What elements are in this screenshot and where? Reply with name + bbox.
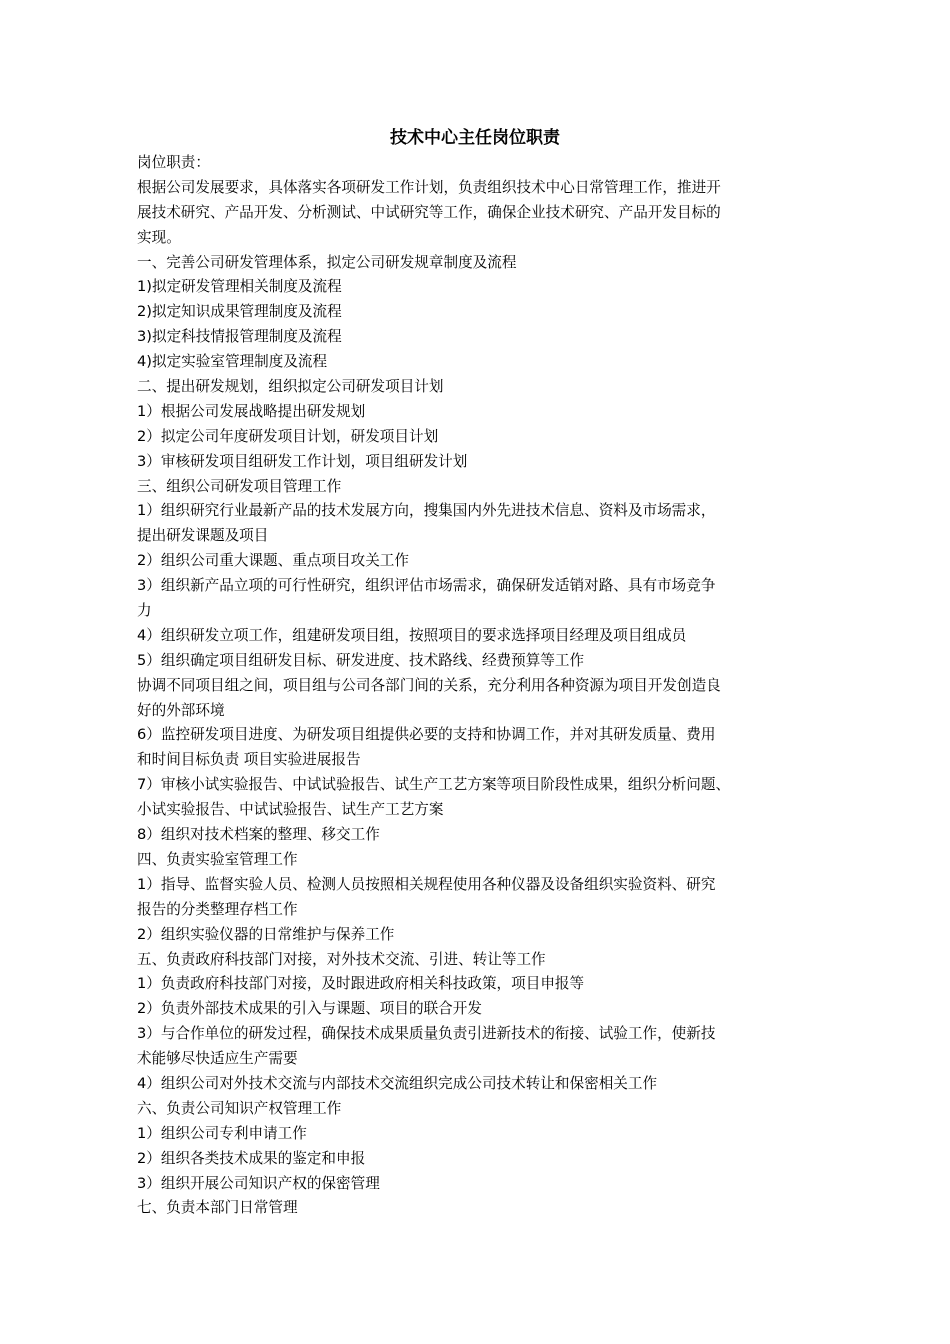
body-line: 和时间目标负责 项目实验进展报告: [137, 751, 361, 769]
body-line: 8）组织对技术档案的整理、移交工作: [137, 826, 380, 844]
body-line: 2）负责外部技术成果的引入与课题、项目的联合开发: [137, 1000, 482, 1018]
body-line: 1）组织研究行业最新产品的技术发展方向，搜集国内外先进技术信息、资料及市场需求，: [137, 502, 716, 520]
body-line: 2）组织实验仪器的日常维护与保养工作: [137, 925, 395, 943]
body-line: 4)拟定实验室管理制度及流程: [137, 353, 328, 371]
body-line: 二、提出研发规划，组织拟定公司研发项目计划: [137, 378, 444, 396]
body-line: 协调不同项目组之间，项目组与公司各部门间的关系，充分利用各种资源为项目开发创造良: [137, 676, 721, 694]
body-line: 3）与合作单位的研发过程，确保技术成果质量负责引进新技术的衔接、试验工作，使新技: [137, 1025, 716, 1043]
body-line: 3）审核研发项目组研发工作计划，项目组研发计划: [137, 452, 468, 470]
body-line: 1）组织公司专利申请工作: [137, 1124, 307, 1142]
document-body: [137, 151, 817, 1221]
body-line: 1)拟定研发管理相关制度及流程: [137, 278, 342, 296]
body-line: 展技术研究、产品开发、分析测试、中试研究等工作，确保企业技术研究、产品开发目标的: [137, 203, 721, 221]
body-line: 报告的分类整理存档工作: [137, 900, 298, 918]
body-line: 2）组织公司重大课题、重点项目攻关工作: [137, 552, 409, 570]
body-line: 4）组织研发立项工作，组建研发项目组，按照项目的要求选择项目经理及项目组成员: [137, 626, 687, 644]
body-line: 2）组织各类技术成果的鉴定和申报: [137, 1149, 366, 1167]
body-line: 好的外部环境: [137, 701, 225, 719]
body-line: 三、组织公司研发项目管理工作: [137, 477, 342, 495]
body-line: 3）组织新产品立项的可行性研究，组织评估市场需求，确保研发适销对路、具有市场竞争: [137, 577, 716, 595]
document-title: 技术中心主任岗位职责: [390, 128, 560, 148]
body-line: 2)拟定知识成果管理制度及流程: [137, 303, 342, 321]
body-line: 3)拟定科技情报管理制度及流程: [137, 328, 342, 346]
body-line: 1）根据公司发展战略提出研发规划: [137, 402, 366, 420]
body-line: 四、负责实验室管理工作: [137, 850, 298, 868]
body-line: 1）指导、监督实验人员、检测人员按照相关规程使用各种仪器及设备组织实验资料、研究: [137, 875, 716, 893]
body-line: 根据公司发展要求，具体落实各项研发工作计划，负责组织技术中心日常管理工作，推进开: [137, 178, 721, 196]
body-line: 小试实验报告、中试试验报告、试生产工艺方案: [137, 801, 444, 819]
body-line: 1）负责政府科技部门对接，及时跟进政府相关科技政策，项目申报等: [137, 975, 585, 993]
body-line: 实现。: [137, 228, 181, 246]
body-line: 2）拟定公司年度研发项目计划，研发项目计划: [137, 427, 439, 445]
body-line: 7）审核小试实验报告、中试试验报告、试生产工艺方案等项目阶段性成果，组织分析问题、: [137, 776, 731, 794]
body-line: 力: [137, 602, 152, 620]
body-line: 提出研发课题及项目: [137, 527, 269, 545]
body-line: 六、负责公司知识产权管理工作: [137, 1099, 342, 1117]
body-line: 七、负责本部门日常管理: [137, 1199, 298, 1217]
body-line: 4）组织公司对外技术交流与内部技术交流组织完成公司技术转让和保密相关工作: [137, 1074, 658, 1092]
body-line: 岗位职责：: [137, 154, 210, 171]
body-line: 6）监控研发项目进度、为研发项目组提供必要的支持和协调工作，并对其研发质量、费用: [137, 726, 716, 744]
body-line: 3）组织开展公司知识产权的保密管理: [137, 1174, 380, 1192]
body-line: 5）组织确定项目组研发目标、研发进度、技术路线、经费预算等工作: [137, 651, 585, 669]
body-line: 一、完善公司研发管理体系，拟定公司研发规章制度及流程: [137, 253, 517, 271]
body-line: 术能够尽快适应生产需要: [137, 1050, 298, 1068]
body-line: 五、负责政府科技部门对接，对外技术交流、引进、转让等工作: [137, 950, 546, 968]
